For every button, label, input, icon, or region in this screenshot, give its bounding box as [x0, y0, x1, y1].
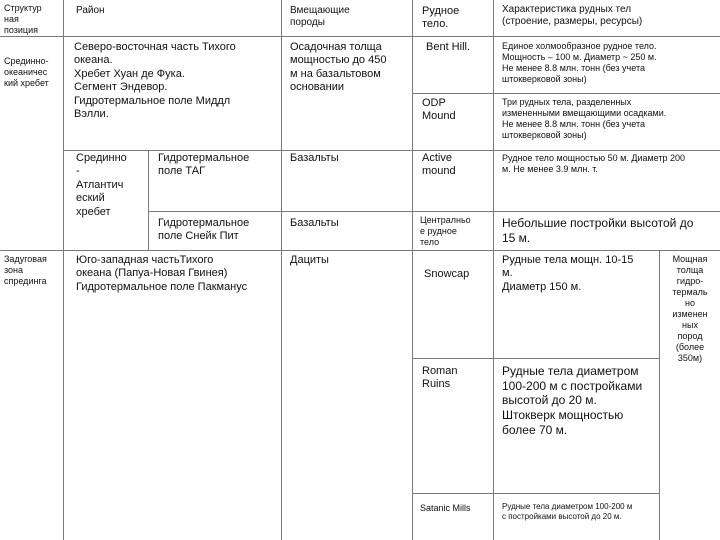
- field-snake-pit: Гидротермальное поле Снейк Пит: [158, 217, 250, 243]
- side-note-altered-rocks: Мощная толща гидро- термаль но изменен ных пород (более 350м): [672, 254, 708, 363]
- header-district: Район: [76, 5, 105, 16]
- char-satanic-mills: Рудные тела диаметром 100-200 м с постройками высотой до 20 м.: [502, 502, 633, 521]
- host-dacites: Дациты: [290, 254, 329, 266]
- grid-line: [659, 250, 660, 540]
- district-mid-atlantic-ridge: Срединно - Атлантич еский хребет: [76, 152, 127, 218]
- grid-line: [412, 358, 659, 359]
- position-mid-ocean-ridge: Срединно- океаничес кий хребет: [4, 56, 49, 88]
- grid-line: [281, 0, 282, 540]
- header-ore-characteristics: Характеристика рудных тел (строение, размеры, ресурсы): [502, 4, 643, 28]
- grid-line: [63, 150, 720, 151]
- char-bent-hill: Единое холмообразное рудное тело. Мощность – 100 м. Диаметр ~ 250 м. Не менее 8.8 млн. тонн (без учета штокверковой зоны): [502, 41, 657, 84]
- char-snowcap: Рудные тела мощн. 10-15 м. Диаметр 150 м.: [502, 254, 634, 293]
- district-pacmanus: Юго-западная частьТихого океана (Папуа-Новая Гвинея) Гидротермальное поле Пакманус: [76, 254, 248, 293]
- grid-line: [63, 0, 64, 540]
- grid-line: [148, 150, 149, 250]
- ore-roman-ruins: Roman Ruins: [422, 365, 458, 391]
- host-basalts-snake-pit: Базальты: [290, 217, 339, 229]
- ore-central-body: Централньо е рудное тело: [420, 215, 471, 247]
- grid-line: [0, 36, 720, 37]
- grid-line: [412, 493, 659, 494]
- header-host-rocks: Вмещающие породы: [290, 5, 350, 29]
- grid-line: [148, 211, 720, 212]
- ore-active-mound: Active mound: [422, 152, 456, 178]
- grid-line: [493, 0, 494, 540]
- host-basalts-tag: Базальты: [290, 152, 339, 164]
- district-middle-valley: Северо-восточная часть Тихого океана. Хребет Хуан де Фука. Сегмент Эндевор. Гидротермальное поле Миддл Вэлли.: [74, 41, 236, 121]
- host-sedimentary: Осадочная толща мощностью до 450 м на базальтовом основании: [290, 41, 387, 94]
- grid-line: [412, 93, 720, 94]
- field-tag: Гидротермальное поле ТАГ: [158, 152, 250, 178]
- char-odp-mound: Три рудных тела, разделенных измененными вмещающими осадками. Не менее 8.8 млн. тонн (без учета штокверковой зоны): [502, 97, 667, 140]
- header-structural-position: Структур ная позиция: [4, 3, 42, 35]
- char-active-mound: Рудное тело мощностью 50 м. Диаметр 200 м. Не менее 3.9 млн. т.: [502, 153, 686, 174]
- char-central-body: Небольшие постройки высотой до 15 м.: [502, 216, 694, 245]
- ore-satanic-mills: Satanic Mills: [420, 503, 471, 513]
- ore-snowcap: Snowcap: [424, 268, 470, 280]
- position-back-arc: Задуговая зона спрединга: [4, 254, 47, 286]
- grid-line: [0, 250, 720, 251]
- header-ore-body: Рудное тело.: [422, 5, 460, 31]
- ore-odp-mound: ODP Mound: [422, 97, 456, 123]
- ore-bent-hill: Bent Hill.: [426, 41, 471, 53]
- char-roman-ruins: Рудные тела диаметром 100-200 м с постройками высотой до 20 м. Штокверк мощностью более 70 м.: [502, 364, 643, 437]
- grid-line: [412, 0, 413, 540]
